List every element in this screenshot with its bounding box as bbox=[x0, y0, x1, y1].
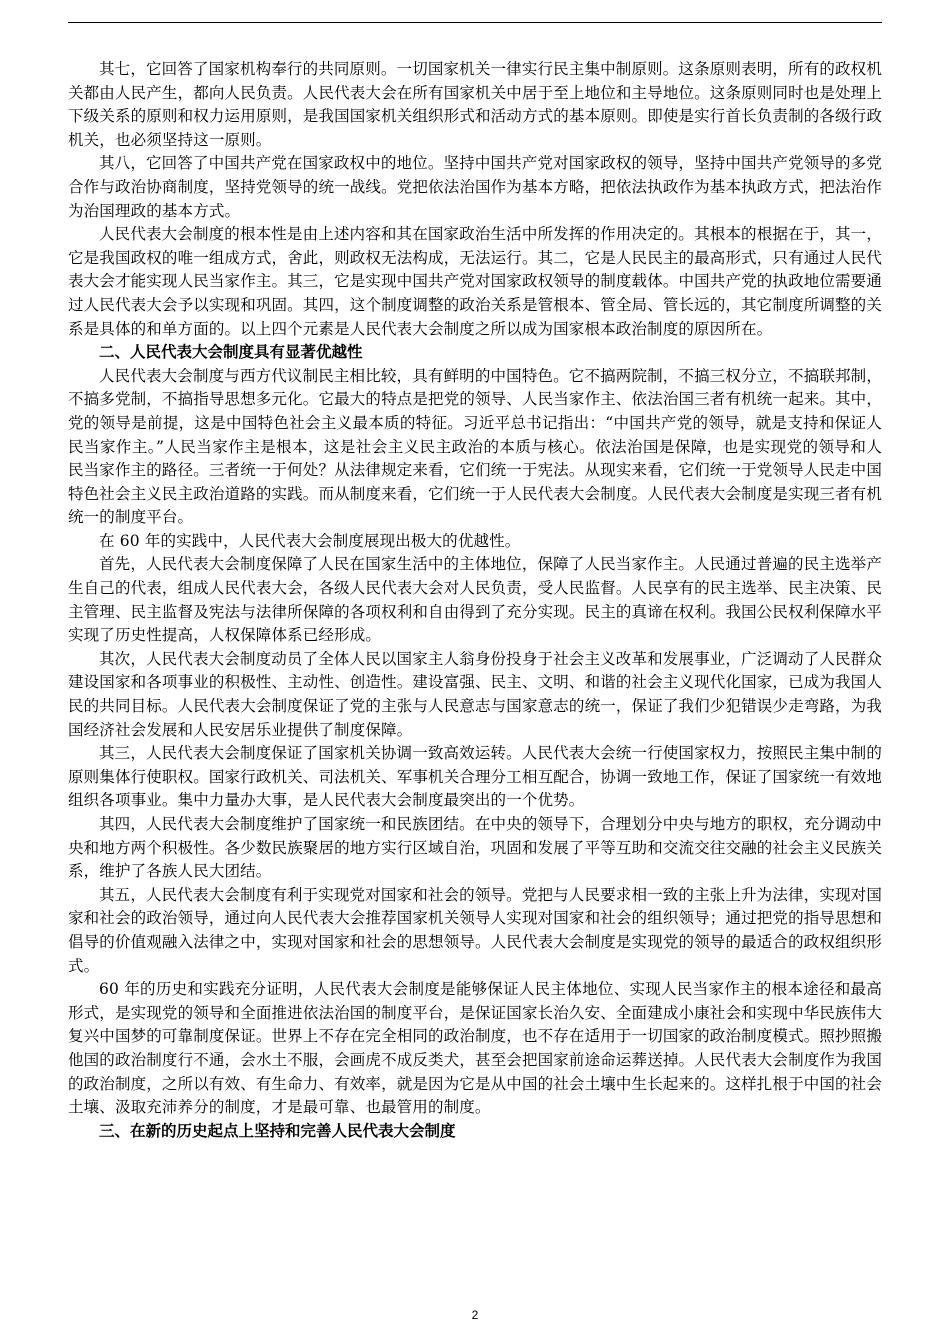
section-heading-3: 三、在新的历史起点上坚持和完善人民代表大会制度 bbox=[99, 1121, 456, 1140]
paragraph-first-people-status: 首先，人民代表大会制度保障了人民在国家生活中的主体地位，保障了人民当家作主。人民通过普遍的民主选举产生自己的代表，组成人民代表大会，各级人民代表大会对人民负责，受人民监督。人民享有的民主选举、民主决策、民主管理、民主监督及宪法与法律所保障的各项权利和自由得到了充分实现。民主的真谛在权利。我国公民权利保障水平实现了历史性提高，人权保障体系已经形成。 bbox=[68, 555, 882, 645]
paragraph-fourth-unity: 其四，人民代表大会制度维护了国家统一和民族团结。在中央的领导下，合理划分中央与地方的职权，充分调动中央和地方两个积极性。各少数民族聚居的地方实行区域自治，巩固和发展了平等互助和交流交往交融的社会主义民族关系，维护了各族人民大团结。 bbox=[68, 815, 882, 881]
paragraph-60-years-proof: 60 年的历史和实践充分证明，人民代表大会制度是能够保证人民主体地位、实现人民当家作主的根本途径和最高形式，是实现党的领导和全面推进依法治国的制度平台，是保证国家长治久安、全面建成小康社会和实现中华民族伟大复兴中国梦的可靠制度保证。世界上不存在完全相同的政治制度，也不存在适用于一切国家的政治制度模式。照抄照搬他国的政治制度行不通，会水土不服，会画虎不成反类犬，甚至会把国家前途命运葬送掉。人民代表大会制度作为我国的政治制度，之所以有效、有生命力、有效率，就是因为它是从中国的社会土壤中生长起来的。这样扎根于中国的社会土壤、汲取充沛养分的制度，才是最可靠、也最管用的制度。 bbox=[68, 980, 882, 1117]
page-number: 2 bbox=[471, 1308, 479, 1322]
document-body bbox=[68, 58, 882, 1143]
paragraph-60-years-superiority: 在 60 年的实践中，人民代表大会制度展现出极大的优越性。 bbox=[99, 531, 521, 550]
section-heading-2: 二、人民代表大会制度具有显著优越性 bbox=[99, 343, 363, 362]
header-rule bbox=[68, 22, 882, 23]
paragraph-second-mobilization: 其次，人民代表大会制度动员了全体人民以国家主人翁身份投身于社会主义改革和发展事业，广泛调动了人民群众建设国家和各项事业的积极性、主动性、创造性。建设富强、民主、文明、和谐的社会主义现代化国家，已成为我国人民的共同目标。人民代表大会制度保证了党的主张与人民意志与国家意志的统一，保证了我们少犯错误少走弯路，为我国经济社会发展和人民安居乐业提供了制度保障。 bbox=[68, 649, 882, 739]
paragraph-fifth-leadership: 其五，人民代表大会制度有利于实现党对国家和社会的领导。党把与人民要求相一致的主张上升为法律，实现对国家和社会的政治领导，通过向人民代表大会推荐国家机关领导人实现对国家和社会的组织领导；通过把党的指导思想和倡导的价值观融入法律之中，实现对国家和社会的思想领导。人民代表大会制度是实现党的领导的最适合的政权组织形式。 bbox=[68, 885, 882, 975]
paragraph-8th-party-position: 其八，它回答了中国共产党在国家政权中的地位。坚持中国共产党对国家政权的领导，坚持中国共产党领导的多党合作与政治协商制度，坚持党领导的统一战线。党把依法治国作为基本方略，把依法执政作为基本执政方式，把法治作为治国理政的基本方式。 bbox=[68, 154, 882, 220]
paragraph-7th-principle: 其七，它回答了国家机构奉行的共同原则。一切国家机关一律实行民主集中制原则。这条原则表明，所有的政权机关都由人民产生，都向人民负责。人民代表大会在所有国家机关中居于至上地位和主导地位。这条原则同时也是处理上下级关系的原则和权力运用原则，是我国国家机关组织形式和活动方式的基本原则。即使是实行首长负责制的各级行政机关，也必须坚持这一原则。 bbox=[68, 60, 882, 149]
paragraph-chinese-characteristics: 人民代表大会制度与西方代议制民主相比较，具有鲜明的中国特色。它不搞两院制，不搞三权分立，不搞联邦制，不搞多党制，不搞指导思想多元化。它最大的特点是把党的领导、人民当家作主、依法治国三者有机统一起来。其中，党的领导是前提，这是中国特色社会主义最本质的特征。习近平总书记指出：“中国共产党的领导，就是支持和保证人民当家作主。”人民当家作主是根本，这是社会主义民主政治的本质与核心。依法治国是保障，也是实现党的领导和人民当家作主的路径。三者统一于何处？从法律规定来看，它们统一于宪法。从现实来看，它们统一于党领导人民走中国特色社会主义民主政治道路的实践。而从制度来看，它们统一于人民代表大会制度。人民代表大会制度是实现三者有机统一的制度平台。 bbox=[68, 366, 882, 527]
paragraph-fundamental-nature: 人民代表大会制度的根本性是由上述内容和其在国家政治生活中所发挥的作用决定的。其根本的根据在于，其一，它是我国政权的唯一组成方式，舍此，则政权无法构成，无法运行。其二，它是人民民主的最高形式，只有通过人民代表大会才能实现人民当家作主。其三，它是实现中国共产党对国家政权领导的制度载体。中国共产党的执政地位需要通过人民代表大会予以实现和巩固。其四，这个制度调整的政治关系是管根本、管全局、管长远的，其它制度所调整的关系是具体的和单方面的。以上四个元素是人民代表大会制度之所以成为国家根本政治制度的原因所在。 bbox=[68, 225, 882, 338]
paragraph-third-coordination: 其三，人民代表大会制度保证了国家机关协调一致高效运转。人民代表大会统一行使国家权力，按照民主集中制的原则集体行使职权。国家行政机关、司法机关、军事机关合理分工相互配合，协调一致地工作，保证了国家统一有效地组织各项事业。集中力量办大事，是人民代表大会制度最突出的一个优势。 bbox=[68, 744, 882, 810]
